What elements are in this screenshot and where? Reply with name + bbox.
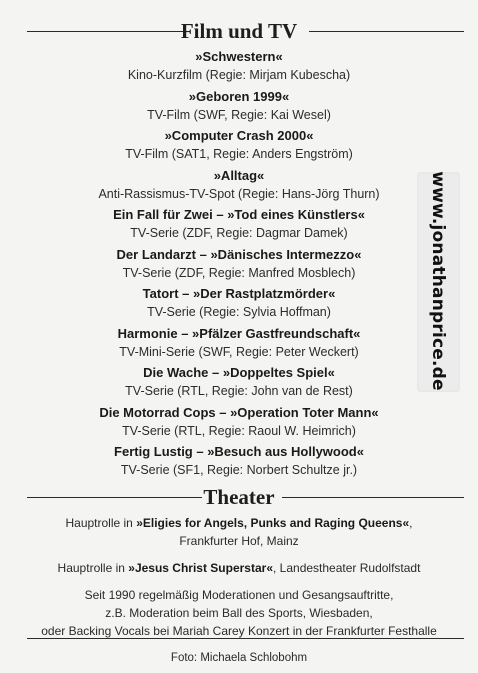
film-title: »Computer Crash 2000« <box>164 128 314 143</box>
role-prefix: Hauptrolle in <box>65 516 137 530</box>
role-prefix: Hauptrolle in <box>57 561 129 575</box>
divider-line <box>309 31 464 32</box>
film-entry <box>0 88 478 128</box>
film-title: »Schwestern« <box>195 49 283 64</box>
moderation-text <box>0 586 478 640</box>
film-detail: TV-Serie (ZDF, Regie: Dagmar Damek) <box>130 226 348 240</box>
film-entry <box>0 246 478 286</box>
footer-divider <box>27 638 464 639</box>
film-detail: TV-Film (SWF, Regie: Kai Wesel) <box>147 107 331 122</box>
divider-line <box>282 497 464 498</box>
film-detail: TV-Serie (RTL, Regie: John van de Rest) <box>125 384 353 398</box>
film-entry <box>0 443 478 483</box>
film-title: »Alltag« <box>213 167 265 183</box>
film-title: Die Motorrad Cops – »Operation Toter Mann« <box>99 404 379 420</box>
film-entry <box>0 404 478 444</box>
theater-role-eligies <box>0 514 478 550</box>
film-detail: TV-Serie (ZDF, Regie: Manfred Mosblech) <box>122 265 356 280</box>
photo-credit: Foto: Michaela Schlobohm <box>170 652 308 664</box>
moderation-line: Seit 1990 regelmäßig Moderationen und Gesangsauftritte, <box>84 588 394 602</box>
film-entry <box>0 48 478 88</box>
film-detail: TV-Film (SAT1, Regie: Anders Engström) <box>125 147 353 161</box>
film-detail: Kino-Kurzfilm (Regie: Mirjam Kubescha) <box>127 68 351 82</box>
role-suffix: , <box>409 516 413 530</box>
theater-section-header <box>0 482 478 512</box>
film-detail: TV-Serie (Regie: Sylvia Hoffman) <box>147 305 331 319</box>
moderation-line: oder Backing Vocals bei Mariah Carey Konzert in der Frankfurter Festhalle <box>41 624 437 638</box>
film-title: Die Wache – »Doppeltes Spiel« <box>143 365 335 380</box>
film-entry <box>0 167 478 207</box>
film-entry <box>0 325 478 365</box>
theater-section <box>0 514 478 649</box>
role-title: »Eligies for Angels, Punks and Raging Queens« <box>136 516 410 530</box>
film-detail: TV-Serie (SF1, Regie: Norbert Schultze jr.) <box>120 463 358 477</box>
film-tv-heading: Film und TV <box>180 19 298 43</box>
role-title: »Jesus Christ Superstar« <box>128 561 273 575</box>
film-title: Fertig Lustig – »Besuch aus Hollywood« <box>114 444 364 459</box>
film-title: Harmonie – »Pfälzer Gastfreundschaft« <box>117 325 361 341</box>
film-tv-section-header <box>0 16 478 46</box>
film-detail: TV-Mini-Serie (SWF, Regie: Peter Weckert) <box>119 344 359 359</box>
film-entry <box>0 285 478 325</box>
film-list <box>0 48 478 483</box>
theater-heading: Theater <box>203 485 275 509</box>
film-title: Tatort – »Der Rastplatzmörder« <box>142 286 336 301</box>
film-entry <box>0 127 478 167</box>
film-detail: Anti-Rassismus-TV-Spot (Regie: Hans-Jörg Thurn) <box>98 186 380 201</box>
film-entry <box>0 206 478 246</box>
theater-role-jesus <box>0 559 478 577</box>
film-title: Ein Fall für Zwei – »Tod eines Künstlers« <box>113 207 365 222</box>
film-title: Der Landarzt – »Dänisches Intermezzo« <box>116 246 362 262</box>
role-venue: Frankfurter Hof, Mainz <box>179 534 299 548</box>
role-suffix: , Landestheater Rudolfstadt <box>273 561 421 575</box>
film-entry <box>0 364 478 404</box>
website-url: www.jonathanprice.de <box>428 171 448 391</box>
film-detail: TV-Serie (RTL, Regie: Raoul W. Heimrich) <box>122 423 356 438</box>
film-title: »Geboren 1999« <box>188 88 290 104</box>
moderation-line: z.B. Moderation beim Ball des Sports, Wiesbaden, <box>105 606 373 620</box>
